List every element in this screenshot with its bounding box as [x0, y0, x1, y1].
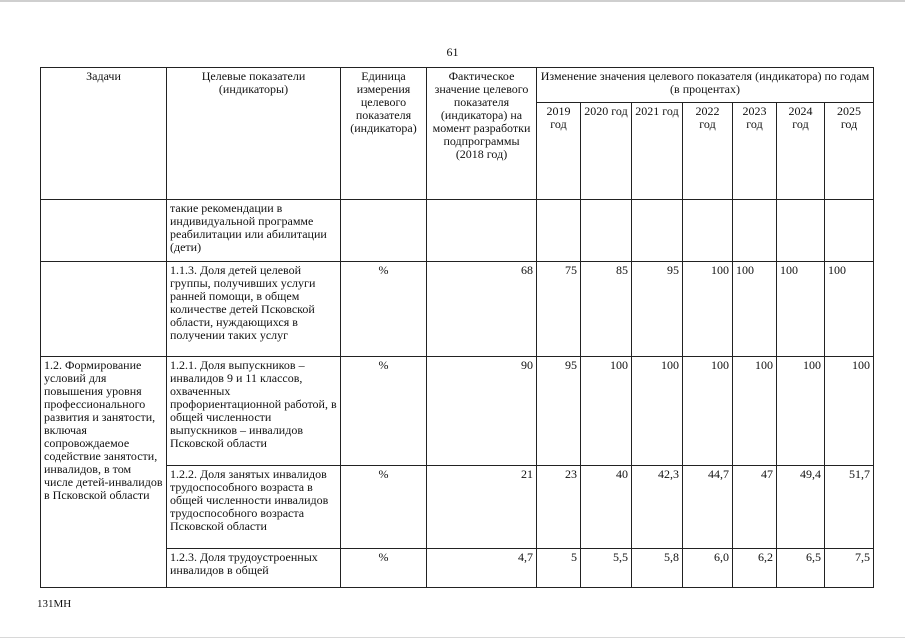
value-cell: 49,4: [777, 466, 825, 549]
value-cell: 23: [537, 466, 581, 549]
unit-cell: %: [341, 466, 427, 549]
value-cell: 100: [777, 262, 825, 357]
header-year: 2023 год: [733, 103, 777, 200]
actual-cell: 68: [427, 262, 537, 357]
value-cell: 5,5: [581, 549, 632, 588]
value-cell: 51,7: [825, 466, 874, 549]
header-actual: Фактическое значение целевого показателя (индикатора) на момент разработки подпрограммы (2018 год): [427, 68, 537, 200]
header-year: 2020 год: [581, 103, 632, 200]
indicator-cell: 1.2.3. Доля трудоустроенных инвалидов в общей: [167, 549, 341, 588]
value-cell: 5,8: [632, 549, 683, 588]
indicators-table: [40, 67, 874, 588]
value-cell: 47: [733, 466, 777, 549]
value-cell: [825, 200, 874, 262]
actual-cell: 21: [427, 466, 537, 549]
header-year: 2024 год: [777, 103, 825, 200]
task-cell: [41, 262, 167, 357]
value-cell: 75: [537, 262, 581, 357]
task-cell: 1.2. Формирование условий для повышения уровня профессионального развития и занятости, включая сопровождаемое содействие занятости, инвалидов, в том числе детей-инвалидов в Псковской области: [41, 357, 167, 588]
indicator-cell: 1.2.2. Доля занятых инвалидов трудоспособного возраста в общей численности инвалидов трудоспособного возраста Псковской области: [167, 466, 341, 549]
value-cell: 100: [683, 357, 733, 466]
value-cell: 5: [537, 549, 581, 588]
value-cell: 100: [683, 262, 733, 357]
actual-cell: 4,7: [427, 549, 537, 588]
value-cell: [581, 200, 632, 262]
value-cell: 100: [632, 357, 683, 466]
value-cell: 42,3: [632, 466, 683, 549]
header-indicators: Целевые показатели (индикаторы): [167, 68, 341, 200]
indicator-cell: 1.1.3. Доля детей целевой группы, получивших услуги ранней помощи, в общем количестве детей Псковской области, нуждающихся в получении таких услуг: [167, 262, 341, 357]
unit-cell: %: [341, 262, 427, 357]
value-cell: 6,0: [683, 549, 733, 588]
task-cell: [41, 200, 167, 262]
header-year: 2022 год: [683, 103, 733, 200]
header-tasks: Задачи: [41, 68, 167, 200]
value-cell: [733, 200, 777, 262]
actual-cell: [427, 200, 537, 262]
unit-cell: %: [341, 549, 427, 588]
unit-cell: [341, 200, 427, 262]
table-row: [41, 200, 874, 262]
value-cell: 95: [632, 262, 683, 357]
value-cell: 100: [825, 262, 874, 357]
value-cell: 85: [581, 262, 632, 357]
value-cell: [537, 200, 581, 262]
value-cell: 100: [733, 262, 777, 357]
indicator-cell: 1.2.1. Доля выпускников – инвалидов 9 и 11 классов, охваченных профориентационной работой, в общей численности выпускников – инвалидов Псковской области: [167, 357, 341, 466]
table-row: [41, 262, 874, 357]
value-cell: 44,7: [683, 466, 733, 549]
value-cell: 6,5: [777, 549, 825, 588]
value-cell: 7,5: [825, 549, 874, 588]
value-cell: [683, 200, 733, 262]
value-cell: [632, 200, 683, 262]
value-cell: 40: [581, 466, 632, 549]
value-cell: [777, 200, 825, 262]
header-change: Изменение значения целевого показателя (индикатора) по годам (в процентах): [537, 68, 874, 103]
value-cell: 100: [777, 357, 825, 466]
header-year: 2019 год: [537, 103, 581, 200]
value-cell: 6,2: [733, 549, 777, 588]
header-row-1: [41, 68, 874, 103]
unit-cell: %: [341, 357, 427, 466]
header-unit: Единица измерения целевого показателя (индикатора): [341, 68, 427, 200]
indicator-cell: такие рекомендации в индивидуальной программе реабилитации или абилитации (дети): [167, 200, 341, 262]
value-cell: 100: [825, 357, 874, 466]
value-cell: 100: [733, 357, 777, 466]
table-row: [41, 357, 874, 466]
header-year: 2025 год: [825, 103, 874, 200]
footer-code: 131МН: [37, 598, 72, 610]
value-cell: 95: [537, 357, 581, 466]
header-year: 2021 год: [632, 103, 683, 200]
actual-cell: 90: [427, 357, 537, 466]
scan-edge-bottom: [0, 637, 905, 638]
scan-edge-top: [0, 0, 905, 2]
value-cell: 100: [581, 357, 632, 466]
page-number: 61: [446, 45, 459, 59]
